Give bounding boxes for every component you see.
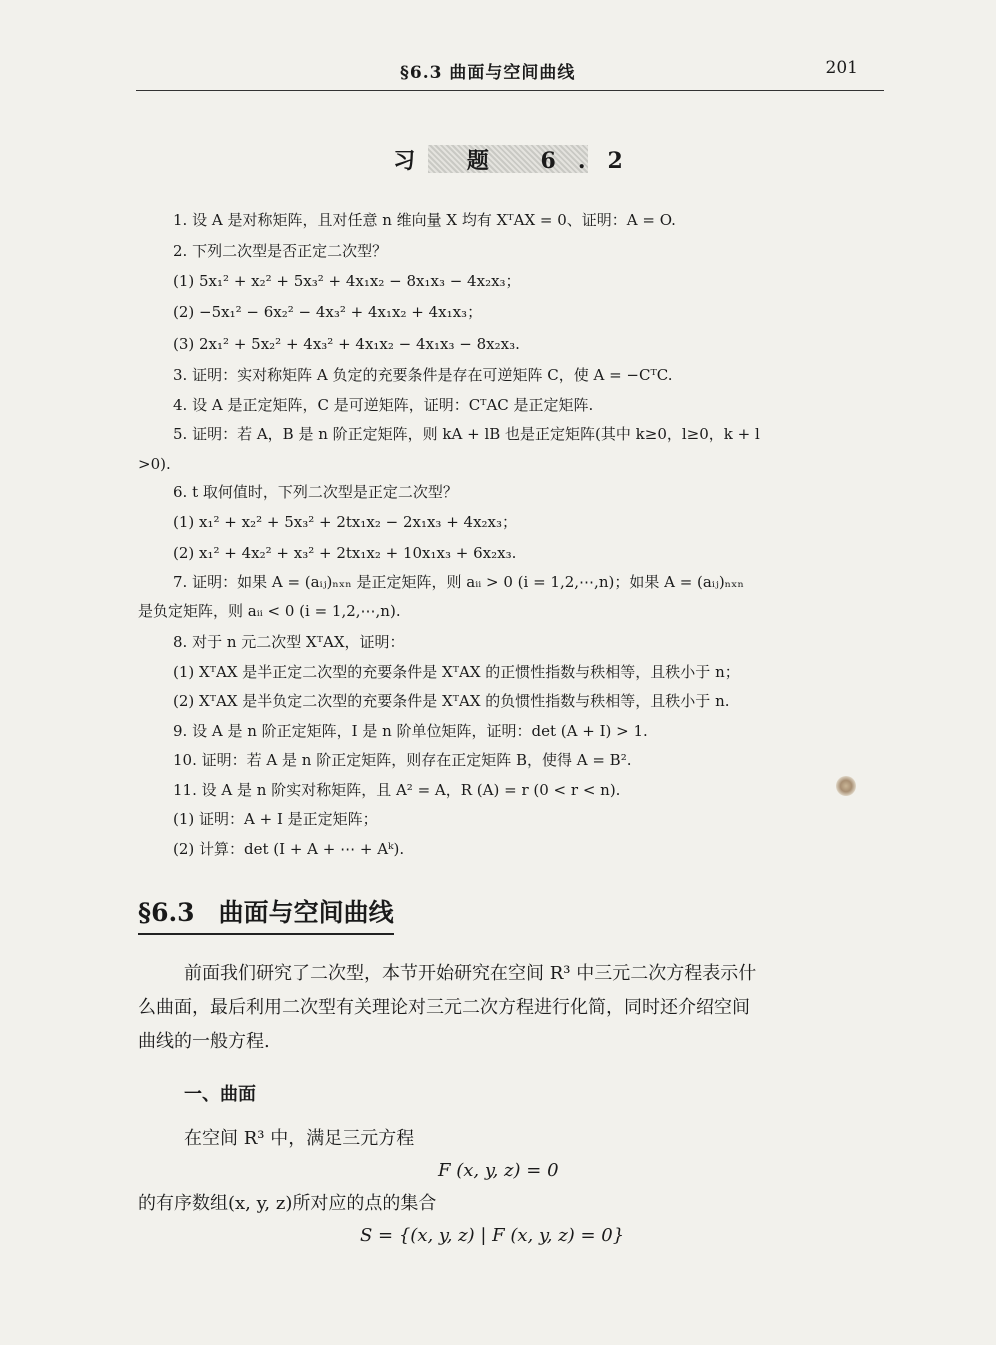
paper-stain (836, 776, 856, 796)
subsection-heading: 一、曲面 (184, 1084, 256, 1105)
paragraph-line: 曲线的一般方程. (138, 1031, 270, 1052)
exercise-line: 4. 设 A 是正定矩阵，C 是可逆矩阵，证明：CᵀAC 是正定矩阵. (173, 396, 594, 414)
exercise-line: 5. 证明：若 A，B 是 n 阶正定矩阵，则 kA + lB 也是正定矩阵(其中 k≥0，l≥0，k + l (173, 425, 760, 443)
running-head (138, 56, 884, 88)
section-heading (138, 893, 394, 935)
equation: S = {(x, y, z) | F (x, y, z) = 0} (360, 1225, 625, 1246)
running-head-section: §6.3 曲面与空间曲线 (400, 63, 576, 83)
header-rule (136, 90, 884, 91)
paragraph-line: 在空间 R³ 中，满足三元方程 (184, 1128, 415, 1149)
exercise-line: (2) XᵀAX 是半负定二次型的充要条件是 XᵀAX 的负惯性指数与秩相等，且秩小于 n. (173, 692, 730, 710)
exercise-line: 1. 设 A 是对称矩阵，且对任意 n 维向量 X 均有 XᵀAX = 0、证明：A = O. (173, 211, 676, 229)
section-title: 曲面与空间曲线 (218, 898, 394, 927)
exercise-line: (1) 证明：A + I 是正定矩阵； (173, 810, 378, 828)
exercise-line: (1) 5x₁² + x₂² + 5x₃² + 4x₁x₂ − 8x₁x₃ − 4x₂x₃； (173, 272, 521, 290)
exercise-line: 8. 对于 n 元二次型 XᵀAX，证明： (173, 633, 405, 651)
exercise-line: 11. 设 A 是 n 阶实对称矩阵，且 A² = A，R (A) = r (0 < r < n). (173, 781, 621, 799)
exercise-line: 3. 证明：实对称矩阵 A 负定的充要条件是存在可逆矩阵 C，使 A = −CᵀC. (173, 366, 673, 384)
exercise-line: 10. 证明：若 A 是 n 阶正定矩阵，则存在正定矩阵 B，使得 A = B². (173, 751, 632, 769)
exercise-line: >0). (138, 455, 171, 473)
exercise-line: 2. 下列二次型是否正定二次型？ (173, 242, 388, 260)
page-number: 201 (825, 58, 858, 78)
section-number: §6.3 (138, 898, 195, 927)
equation: F (x, y, z) = 0 (438, 1160, 559, 1181)
exercise-line: (2) 计算：det (I + A + ⋯ + Aᵏ). (173, 840, 405, 858)
paragraph-line: 的有序数组(x, y, z)所对应的点的集合 (138, 1193, 437, 1214)
exercise-line: 6. t 取何值时，下列二次型是正定二次型？ (173, 483, 458, 501)
exercise-line: (2) x₁² + 4x₂² + x₃² + 2tx₁x₂ + 10x₁x₃ + 6x₂x₃. (173, 544, 517, 562)
paragraph-line: 前面我们研究了二次型，本节开始研究在空间 R³ 中三元二次方程表示什 (184, 963, 757, 984)
exercise-line: (1) x₁² + x₂² + 5x₃² + 2tx₁x₂ − 2x₁x₃ + 4x₂x₃； (173, 513, 518, 531)
exercise-line: 9. 设 A 是 n 阶正定矩阵，I 是 n 阶单位矩阵，证明：det (A + I) > 1. (173, 722, 648, 740)
exercise-line: (1) XᵀAX 是半正定二次型的充要条件是 XᵀAX 的正惯性指数与秩相等，且秩小于 n； (173, 663, 740, 681)
exercise-line: 是负定矩阵，则 aᵢᵢ < 0 (i = 1,2,⋯,n). (138, 602, 401, 620)
exercise-line: (2) −5x₁² − 6x₂² − 4x₃² + 4x₁x₂ + 4x₁x₃； (173, 303, 483, 321)
paragraph-line: 么曲面，最后利用二次型有关理论对三元二次方程进行化简，同时还介绍空间 (138, 997, 750, 1018)
exercise-line: 7. 证明：如果 A = (aᵢⱼ)ₙₓₙ 是正定矩阵，则 aᵢᵢ > 0 (i = 1,2,⋯,n)；如果 A = (aᵢⱼ)ₙₓₙ (173, 573, 745, 591)
exercise-title: 习 题 6.2 (428, 145, 588, 173)
exercise-line: (3) 2x₁² + 5x₂² + 4x₃² + 4x₁x₂ − 4x₁x₃ − 8x₂x₃. (173, 335, 520, 353)
